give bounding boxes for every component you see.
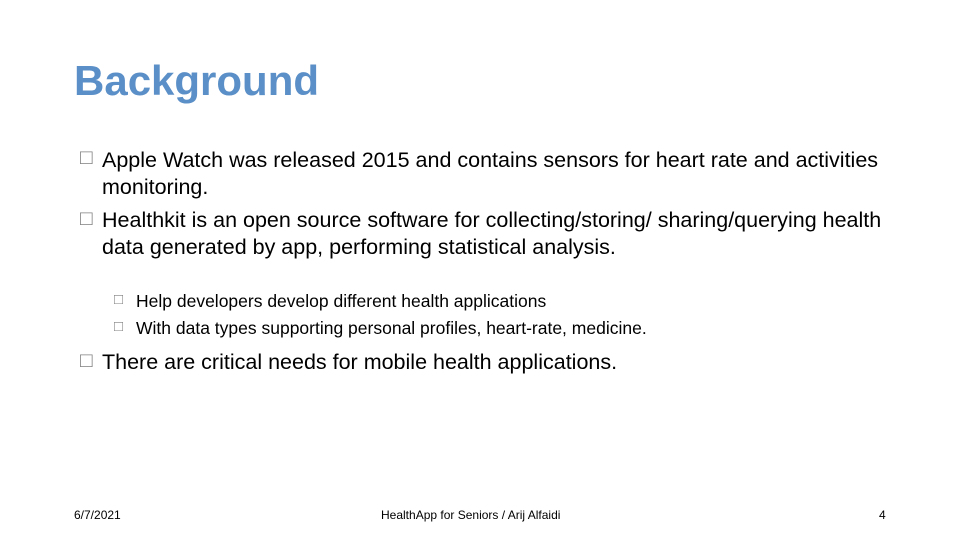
checkbox-bullet-icon: □ — [80, 146, 93, 169]
checkbox-bullet-icon: □ — [114, 318, 124, 335]
sub-list-item: Help developers develop different health applications — [136, 291, 547, 311]
list-item: Apple Watch was released 2015 and contains sensors for heart rate and activities monitoring. — [102, 148, 879, 199]
checkbox-bullet-icon: □ — [80, 207, 93, 230]
slide-number: 4 — [879, 508, 886, 522]
checkbox-bullet-icon: □ — [114, 291, 124, 308]
footer-date: 6/7/2021 — [74, 508, 121, 522]
list-item: Healthkit is an open source software for collecting/storing/ sharing/querying health data generated by app, performing statistical analysis. — [102, 208, 882, 259]
checkbox-bullet-icon: □ — [80, 349, 93, 372]
slide-title: Background — [74, 57, 320, 104]
list-item: There are critical needs for mobile health applications. — [102, 350, 618, 374]
sub-list-item: With data types supporting personal profiles, heart-rate, medicine. — [136, 318, 647, 338]
footer-title: HealthApp for Seniors / Arij Alfaidi — [381, 508, 561, 522]
